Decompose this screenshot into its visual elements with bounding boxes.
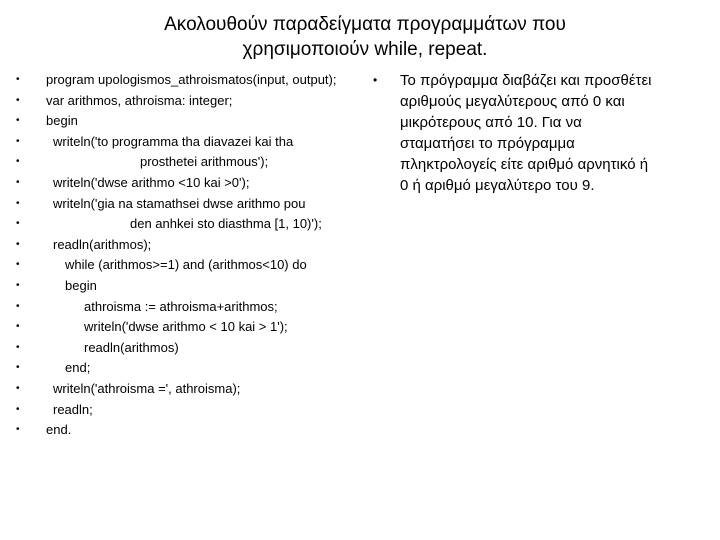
code-line <box>0 70 385 91</box>
bullet-point: • <box>16 156 20 168</box>
description-line-3: μικρότερους από 10. Για να <box>400 114 582 131</box>
description-line-5: πληκτρολογείς είτε αριθμό αρνητικό ή <box>400 156 649 173</box>
bullet-point: • <box>16 74 20 85</box>
code-line-text: begin <box>65 277 97 293</box>
slide-title-line-1: Ακολουθούν παραδείγματα προγραμμάτων που <box>164 14 566 35</box>
code-line-text: var arithmos, athroisma: integer; <box>46 92 233 108</box>
code-line <box>0 338 385 359</box>
code-line <box>0 235 385 256</box>
slide-title-line-2: χρησιμοποιούν while, repeat. <box>242 39 488 60</box>
code-line-text: readln(arithmos) <box>84 339 179 355</box>
bullet-point: • <box>16 362 20 374</box>
code-line <box>0 91 385 112</box>
code-line <box>0 420 385 441</box>
code-line <box>0 214 385 235</box>
bullet-point: • <box>16 300 20 312</box>
code-line-text: athroisma := athroisma+arithmos; <box>84 298 278 314</box>
code-line <box>0 132 385 153</box>
code-line-text: writeln('gia na stamathsei dwse arithmo pou <box>53 195 306 211</box>
code-line <box>0 152 385 173</box>
description-line-4: σταματήσει το πρόγραμμα <box>400 135 575 152</box>
bullet-point: • <box>16 403 20 415</box>
description-line-6: 0 ή αριθμό μεγαλύτερο του 9. <box>400 177 595 194</box>
program-description <box>400 70 700 196</box>
bullet-point: • <box>16 321 20 333</box>
description-line-2: αριθμούς μεγαλύτερους από 0 και <box>400 93 625 110</box>
code-line-text: readln; <box>53 401 93 417</box>
code-listing <box>0 70 385 441</box>
bullet-point: • <box>16 238 20 250</box>
code-line-text: writeln('athroisma =', athroisma); <box>53 380 241 396</box>
code-line-text: writeln('dwse arithmo <10 kai >0'); <box>53 174 250 190</box>
code-line-text: readln(arithmos); <box>53 236 152 252</box>
code-line-text: end. <box>46 422 72 438</box>
code-line-text: writeln('to programma tha diavazei kai tha <box>53 133 294 149</box>
code-line-text: program upologismos_athroismatos(input, output); <box>46 72 337 87</box>
bullet-point: • <box>16 176 20 188</box>
code-line <box>0 297 385 318</box>
code-line-text: end; <box>65 360 91 376</box>
bullet-point: • <box>16 424 20 436</box>
bullet-point: • <box>16 341 20 353</box>
description-line-1: Το πρόγραμμα διαβάζει και προσθέτει <box>400 72 652 89</box>
bullet-point: • <box>16 135 20 147</box>
bullet-point: • <box>16 94 20 106</box>
code-line-text: den anhkei sto diasthma [1, 10)'); <box>130 216 322 232</box>
bullet-point: • <box>16 197 20 209</box>
code-line-text: while (arithmos>=1) and (arithmos<10) do <box>65 257 307 273</box>
bullet-point: • <box>16 115 20 127</box>
bullet-point: • <box>16 279 20 291</box>
bullet-point: • <box>16 218 20 230</box>
code-line <box>0 317 385 338</box>
code-line-text: begin <box>46 113 78 129</box>
code-line-text: writeln('dwse arithmo < 10 kai > 1'); <box>84 319 288 335</box>
code-line <box>0 255 385 276</box>
code-line <box>0 194 385 215</box>
code-line <box>0 276 385 297</box>
code-line <box>0 379 385 400</box>
code-line <box>0 400 385 421</box>
note-bullet: • <box>373 73 378 87</box>
bullet-point: • <box>16 382 20 394</box>
slide-title <box>60 12 670 62</box>
code-line <box>0 111 385 132</box>
code-line-text: prosthetei arithmous'); <box>140 154 269 170</box>
code-line <box>0 173 385 194</box>
bullet-point: • <box>16 259 20 271</box>
code-line <box>0 358 385 379</box>
